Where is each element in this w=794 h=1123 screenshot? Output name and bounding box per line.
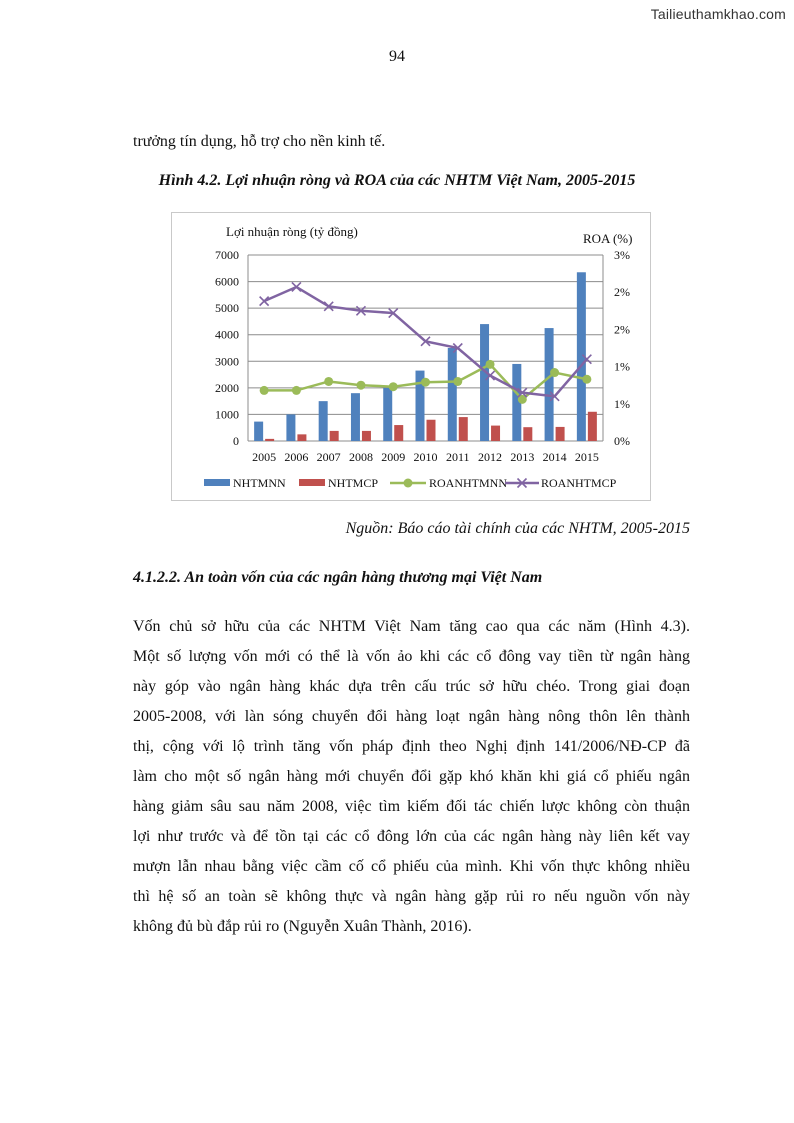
y-tick-label: 3000 [215, 354, 239, 369]
paragraph-line: không đủ bù đắp rủi ro (Nguyễn Xuân Thành, 2016). [133, 918, 472, 935]
bar-nhtmcp [427, 420, 436, 441]
y2-axis-title: ROA (%) [583, 231, 633, 246]
legend-swatch-nhtmnn [204, 479, 230, 486]
intro-line: trưởng tín dụng, hỗ trợ cho nền kinh tế. [133, 133, 386, 150]
bar-nhtmcp [588, 412, 597, 441]
y-tick-label: 5000 [215, 301, 239, 316]
x-tick-label: 2006 [284, 450, 309, 464]
bar-nhtmcp [297, 434, 306, 441]
bar-nhtmcp [330, 431, 339, 441]
legend-label-roanhtmnn: ROANHTMNN [429, 476, 507, 490]
legend-label-roanhtmcp: ROANHTMCP [541, 476, 617, 490]
paragraph-line: mượn lẫn nhau bằng việc cầm cố cổ phiếu của mình. Khi vốn thực không nhiều [133, 858, 690, 875]
chart-container [171, 212, 651, 501]
y-tick-label: 2000 [215, 380, 239, 395]
y-tick-label: 7000 [215, 248, 239, 262]
paragraph-line: lợi như trước và để tồn tại các cổ đông lớn của các ngân hàng này liên kết vay [133, 828, 690, 845]
y2-tick-label: 1% [614, 396, 630, 411]
bar-nhtmcp [459, 417, 468, 441]
point-roanhtmnn [582, 375, 591, 384]
y2-tick-label: 0% [614, 434, 630, 448]
point-roanhtmnn [292, 386, 301, 395]
paragraph-line: thị, cộng với lộ trình tăng vốn pháp định theo Nghị định 141/2006/NĐ-CP đã [133, 738, 690, 755]
x-tick-label: 2007 [316, 450, 341, 464]
bar-nhtmnn [351, 393, 360, 441]
y-tick-label: 0 [233, 434, 239, 448]
paragraph-line: Một số lượng vốn mới có thể là vốn ảo khi các cổ đông vay tiền từ ngân hàng [133, 648, 690, 665]
bar-nhtmcp [491, 426, 500, 441]
chart [172, 213, 652, 502]
y2-tick-label: 2% [614, 285, 630, 300]
legend-swatch-nhtmcp [299, 479, 325, 486]
point-roanhtmnn [356, 381, 365, 390]
legend-marker-roanhtmnn [404, 479, 413, 488]
point-roanhtmcp [260, 297, 269, 306]
bar-nhtmcp [362, 431, 371, 441]
y2-tick-label: 2% [614, 322, 630, 337]
x-tick-label: 2005 [252, 450, 277, 464]
y2-tick-label: 3% [614, 248, 630, 262]
y-tick-label: 4000 [215, 327, 239, 342]
bar-nhtmnn [383, 388, 392, 441]
body-paragraph [133, 612, 690, 942]
x-tick-label: 2013 [510, 450, 535, 464]
figure-source: Nguồn: Báo cáo tài chính của các NHTM, 2005-2015 [345, 520, 690, 537]
legend-label-nhtmnn: NHTMNN [233, 476, 286, 490]
point-roanhtmnn [260, 386, 269, 395]
paragraph-line: Vốn chủ sở hữu của các NHTM Việt Nam tăng cao qua các năm (Hình 4.3). [133, 618, 690, 635]
x-tick-label: 2011 [445, 450, 470, 464]
x-tick-label: 2009 [381, 450, 406, 464]
bar-nhtmcp [265, 439, 274, 441]
point-roanhtmcp [292, 282, 301, 291]
bar-nhtmnn [286, 414, 295, 441]
section-heading: 4.1.2.2. An toàn vốn của các ngân hàng thương mại Việt Nam [133, 569, 543, 586]
bar-nhtmcp [523, 427, 532, 441]
point-roanhtmnn [550, 368, 559, 377]
point-roanhtmnn [486, 360, 495, 369]
x-tick-label: 2015 [574, 450, 599, 464]
figure-title: Hình 4.2. Lợi nhuận ròng và ROA của các NHTM Việt Nam, 2005-2015 [158, 172, 636, 189]
point-roanhtmnn [421, 378, 430, 387]
bar-nhtmnn [448, 348, 457, 441]
bar-nhtmnn [319, 401, 328, 441]
bar-nhtmnn [545, 328, 554, 441]
x-tick-label: 2012 [478, 450, 503, 464]
y-tick-label: 1000 [215, 407, 239, 422]
paragraph-line: làm cho một số ngân hàng mới chuyển đổi gặp khó khăn khi giá cổ phiếu ngân [133, 768, 690, 785]
paragraph-line: 2005-2008, với làn sóng chuyển đổi hàng loạt ngân hàng nông thôn lên thành [133, 708, 690, 725]
bar-nhtmcp [394, 425, 403, 441]
y-tick-label: 6000 [215, 274, 239, 289]
page-number: 94 [389, 48, 405, 65]
paragraph-line: này góp vào ngân hàng khác dựa trên cấu trúc sở hữu chéo. Trong giai đoạn [133, 678, 690, 695]
y-axis-title: Lợi nhuận ròng (tỷ đồng) [226, 224, 358, 239]
paragraph-line: thì hệ số an toàn sẽ không thực và ngân hàng gặp rủi ro nếu nguồn vốn này [133, 888, 690, 905]
point-roanhtmnn [453, 377, 462, 386]
watermark: Tailieuthamkhao.com [650, 6, 786, 22]
legend-label-nhtmcp: NHTMCP [328, 476, 379, 490]
y2-tick-label: 1% [614, 359, 630, 374]
x-tick-label: 2014 [542, 450, 567, 464]
bar-nhtmnn [480, 324, 489, 441]
bar-nhtmnn [254, 422, 263, 441]
point-roanhtmnn [324, 377, 333, 386]
x-tick-label: 2008 [348, 450, 373, 464]
paragraph-line: hàng giảm sâu sau năm 2008, việc tìm kiếm đối tác chiến lược không còn thuận [133, 798, 690, 815]
bar-nhtmcp [556, 427, 565, 441]
point-roanhtmnn [389, 382, 398, 391]
x-tick-label: 2010 [413, 450, 438, 464]
